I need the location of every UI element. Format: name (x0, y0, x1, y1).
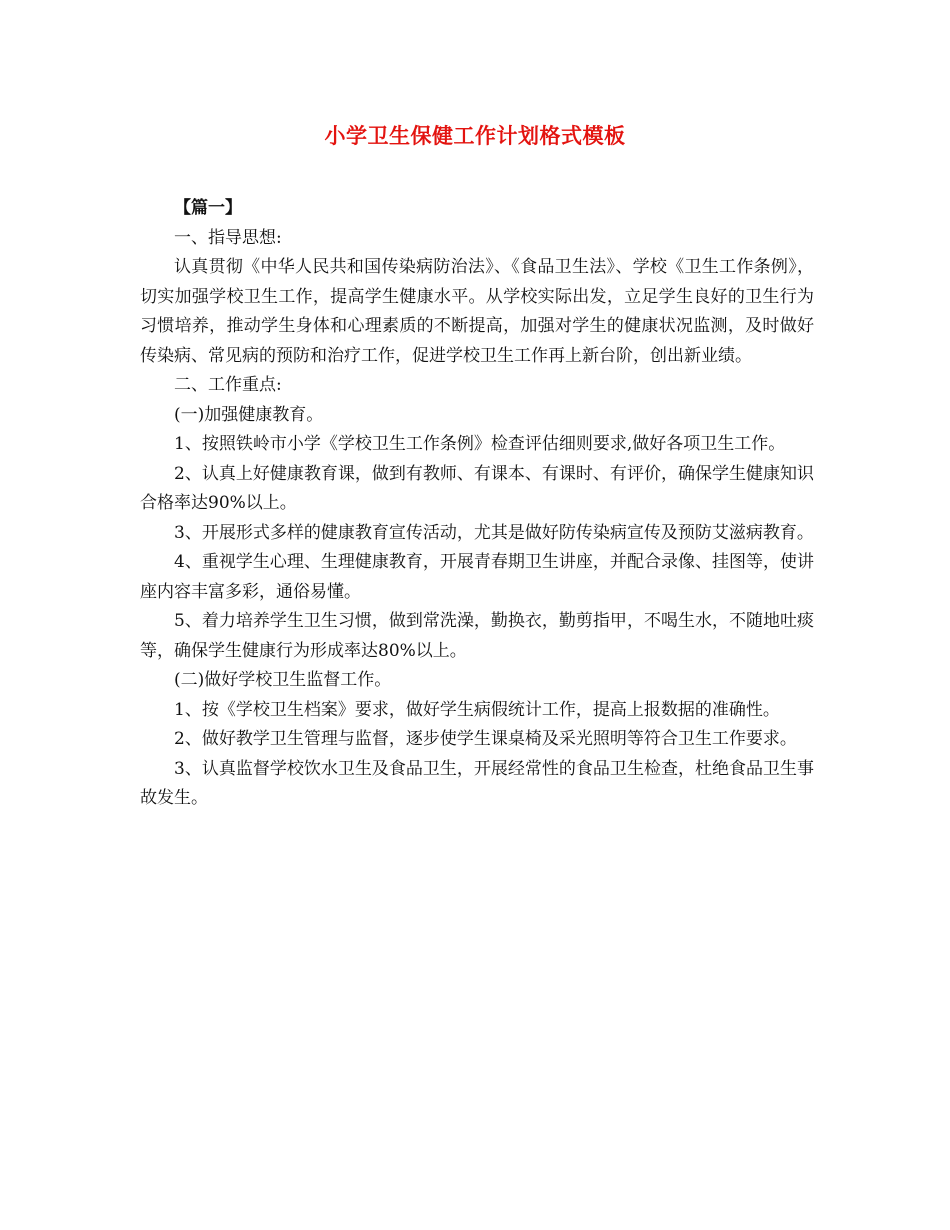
subheading-health-education: (一)加强健康教育。 (174, 404, 324, 425)
list-item: 3、认真监督学校饮水卫生及食品卫生，开展经常性的食品卫生检查，杜绝食品卫生事故发生。 (140, 758, 814, 808)
list-item: 5、着力培养学生卫生习惯，做到常洗澡，勤换衣，勤剪指甲，不喝生水，不随地吐痰等，确保学生健康行为形成率达80%以上。 (140, 611, 814, 661)
document-title: 小学卫生保健工作计划格式模板 (324, 123, 626, 148)
list-item: 1、按《学校卫生档案》要求，做好学生病假统计工作，提高上报数据的准确性。 (174, 699, 780, 720)
list-item: 3、开展形式多样的健康教育宣传活动，尤其是做好防传染病宣传及预防艾滋病教育。 (174, 522, 814, 543)
list-item: 2、做好教学卫生管理与监督，逐步使学生课桌椅及采光照明等符合卫生工作要求。 (174, 729, 797, 749)
list-item: 4、重视学生心理、生理健康教育，开展青春期卫生讲座，并配合录像、挂图等，使讲座内容丰富多彩，通俗易懂。 (140, 552, 814, 602)
subheading-hygiene-supervision: (二)做好学校卫生监督工作。 (174, 670, 392, 690)
section-heading: 【篇一】 (174, 198, 242, 218)
heading-guiding-ideology: 一、指导思想: (174, 227, 282, 248)
document-body (140, 194, 814, 814)
list-item: 2、认真上好健康教育课，做到有教师、有课本、有课时、有评价，确保学生健康知识合格率达90%以上。 (140, 463, 814, 513)
heading-work-focus: 二、工作重点: (174, 375, 282, 395)
list-item: 1、按照铁岭市小学《学校卫生工作条例》检查评估细则要求,做好各项卫生工作。 (174, 434, 786, 454)
paragraph-guiding-ideology: 认真贯彻《中华人民共和国传染病防治法》、《食品卫生法》、学校《卫生工作条例》，切实加强学校卫生工作，提高学生健康水平。从学校实际出发，立足学生良好的卫生行为习惯培养，推动学生身体和心理素质的不断提高，加强对学生的健康状况监测，及时做好传染病、常见病的预防和治疗工作，促进学校卫生工作再上新台阶，创出新业绩。 (140, 257, 814, 366)
